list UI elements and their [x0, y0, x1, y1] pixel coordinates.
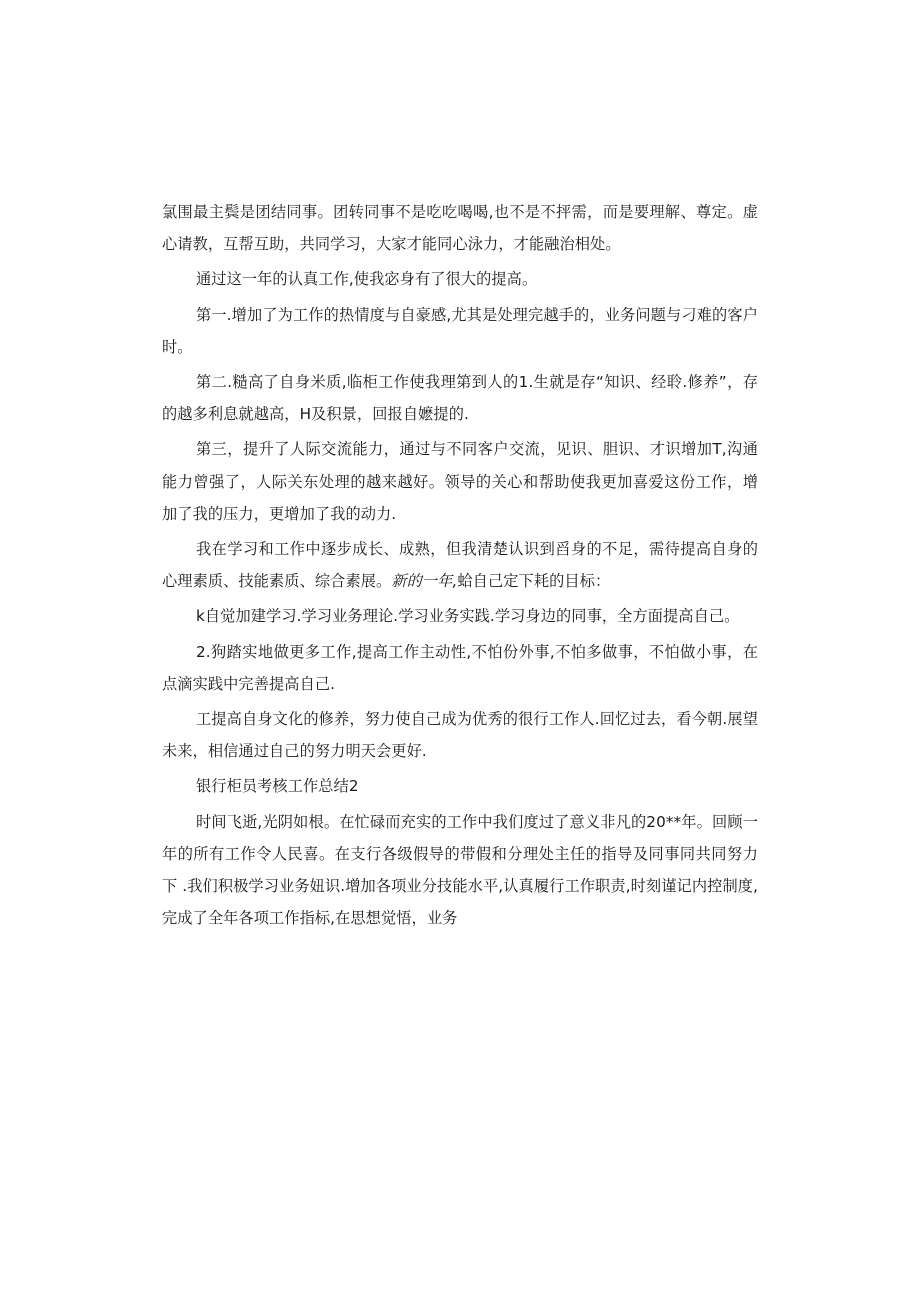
paragraph-goal-one: k自觉加建学习.学习业务理论.学习业务实践.学习身边的同事，全方面提高自己。: [196, 607, 740, 626]
paragraph-improvement-intro: 通过这一年的认真工作,使我宓身有了很大的提高。: [196, 270, 538, 289]
paragraph-goal-three: 工提高自身文化的修养，努力使自己成为优秀的很行工作人.回忆过去，看今朝.展望未来，相信通过自己的努力明天会更好.: [162, 710, 758, 761]
document-body: [162, 196, 758, 934]
paragraph-point-one: 第一.增加了为工作的热情度与自豪感,尤其是处理完越手的，业务问题与刁难的客户时。: [162, 305, 758, 356]
paragraph-self-assessment: [162, 533, 758, 597]
new-year-phrase: 新的一年,: [391, 572, 458, 591]
section-heading-summary-2: 银行柜员考核工作总结2: [196, 777, 359, 796]
paragraph-atmosphere: 氯围最主鬓是团结同事。团转同事不是吃吃喝喝,也不是不抨需，而是要理解、尊定。虚心请教，互帮互助，共同学习，大家才能同心泳力，才能融治相处。: [162, 203, 758, 254]
paragraph-point-three: 第三，提升了人际交流能力，通过与不同客户交流，见识、胆识、才识增加T,沟通能力曾强了，人际关东处理的越来越好。领导的关心和帮助使我更加喜爱这份工作，增加了我的压力，更增加了我的动力.: [162, 440, 758, 523]
paragraph-goal-two: 2.狗踏实地做更多工作,提高工作主动性,不怕份外事,不怕多做事，不怕做小事，在点滴实践中完善提高自己.: [162, 642, 758, 693]
self-assessment-text: 我在学习和工作中逐步成长、成熟，但我清楚认识到舀身的不足，需待提高自身的心理素质、技能素质、综合素展。: [162, 540, 758, 591]
paragraph-point-two: 第二.糙高了自身米质,临柜工作使我理第到人的1.生就是存“知识、经聆.修养”，存的越多利息就越高，H及积景，回报自嬷提的.: [162, 373, 758, 424]
goal-intro-text: 蛤自己定下耗的目标：: [457, 572, 611, 591]
paragraph-summary-2-body: 时间飞逝,光阴如根。在忙碌而充实的工作中我们度过了意义非凡的20**年。回顾一年的所有工作令人民喜。在支行各级假导的带假和分理处主任的指导及同事同共同努力下 .我们积极学习业务妞识.增加各项业分技能水平,认真履行工作职责,时刻谨记内控制度,完成了全年各项工作指标,在思想觉悟，业务: [162, 812, 758, 928]
